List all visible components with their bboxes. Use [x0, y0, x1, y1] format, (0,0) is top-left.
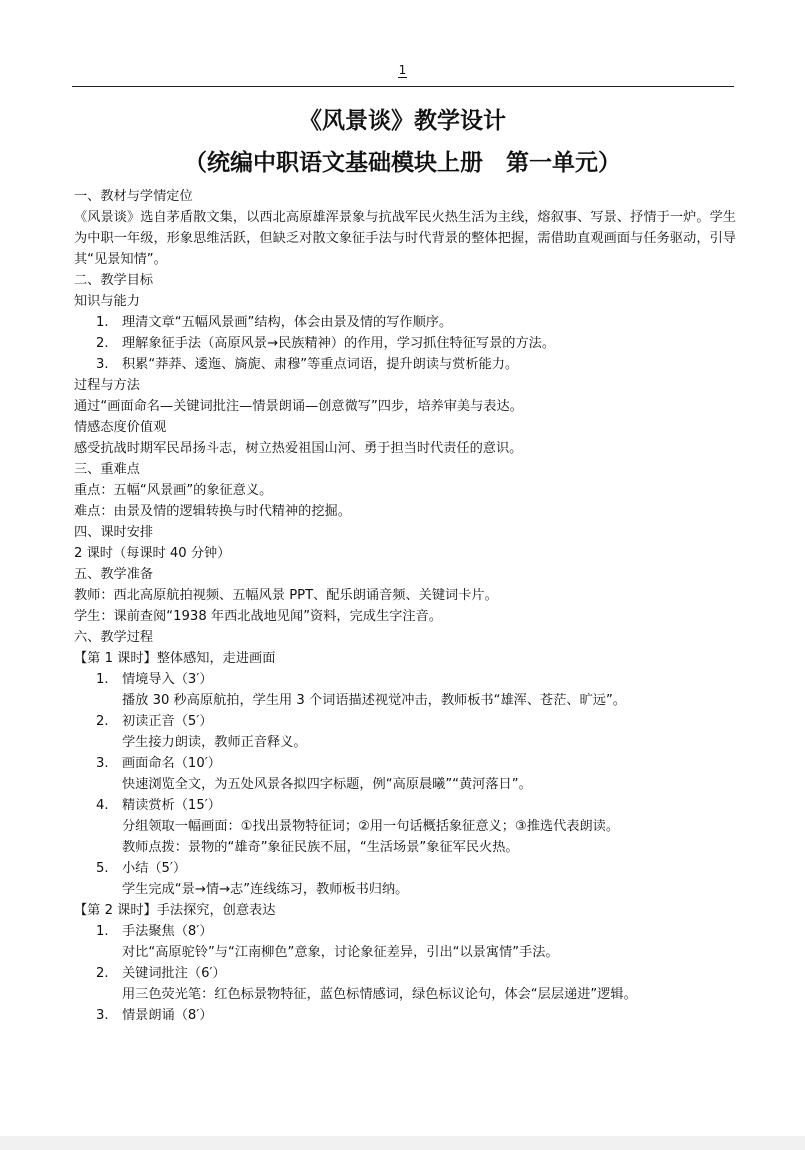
schedule-text: 2 课时（每课时 40 分钟）	[74, 546, 231, 561]
section-heading-1: 一、教材与学情定位	[74, 189, 193, 204]
section-heading-4: 四、课时安排	[74, 525, 154, 540]
emotion-heading: 情感态度价值观	[74, 420, 167, 435]
lesson-1-step-4-detail: 分组领取一幅画面：①找出景物特征词；②用一句话概括象征意义；③推选代表朗读。	[122, 819, 620, 834]
emotion-text: 感受抗战时期军民昂扬斗志，树立热爱祖国山河、勇于担当时代责任的意识。	[74, 441, 523, 456]
knowledge-heading: 知识与能力	[74, 294, 140, 309]
goal-item-2: 2. 理解象征手法（高原风景→民族精神）的作用，学习抓住特征写景的方法。	[96, 336, 556, 351]
lesson-1-step-2-detail: 学生接力朗读，教师正音释义。	[122, 735, 307, 750]
section-heading-5: 五、教学准备	[74, 567, 154, 582]
section-heading-3: 三、重难点	[74, 462, 140, 477]
section-heading-2: 二、教学目标	[74, 273, 154, 288]
key-point: 重点：五幅“风景画”的象征意义。	[74, 483, 273, 498]
lesson-1-heading: 【第 1 课时】整体感知，走进画面	[74, 651, 276, 666]
goal-item-3: 3. 积累“莽莽、逶迤、旖旎、肃穆”等重点词语，提升朗读与赏析能力。	[96, 357, 519, 372]
lesson-2-step-2-detail: 用三色荧光笔：红色标景物特征，蓝色标情感词，绿色标议论句，体会“层层递进”逻辑。	[122, 987, 637, 1002]
student-prep: 学生：课前查阅“1938 年西北战地见闻”资料，完成生字注音。	[74, 609, 442, 624]
teacher-prep: 教师：西北高原航拍视频、五幅风景 PPT、配乐朗诵音频、关键词卡片。	[74, 588, 498, 603]
lesson-2-step-2: 2. 关键词批注（6′）	[96, 966, 226, 981]
lesson-1-step-3-detail: 快速浏览全文，为五处风景各拟四字标题，例“高原晨曦”“黄河落日”。	[122, 777, 532, 792]
document-title: 《风景谈》教学设计	[299, 108, 506, 134]
lesson-1-step-1-detail: 播放 30 秒高原航拍，学生用 3 个词语描述视觉冲击，教师板书“雄浑、苍茫、旷远”。	[122, 693, 626, 708]
lesson-1-step-4: 4. 精读赏析（15′）	[96, 798, 221, 813]
section-1-text: 《风景谈》选自茅盾散文集，以西北高原雄浑景象与抗战军民火热生活为主线，熔叙事、写景、抒情于一炉。学生为中职一年级，形象思维活跃，但缺乏对散文象征手法与时代背景的整体把握，需借助直观画面与任务驱动，引导其“见景知情”。	[74, 210, 736, 267]
difficult-point: 难点：由景及情的逻辑转换与时代精神的挖掘。	[74, 504, 351, 519]
document-subtitle: （统编中职语文基础模块上册 第一单元）	[184, 150, 621, 176]
document-body	[74, 186, 736, 1026]
lesson-1-step-5-detail: 学生完成“景→情→志”连线练习，教师板书归纳。	[122, 882, 409, 897]
section-heading-6: 六、教学过程	[74, 630, 154, 645]
lesson-2-step-1: 1. 手法聚焦（8′）	[96, 924, 213, 939]
lesson-1-step-3: 3. 画面命名（10′）	[96, 756, 221, 771]
lesson-2-step-3: 3. 情景朗诵（8′）	[96, 1008, 213, 1023]
process-heading: 过程与方法	[74, 378, 140, 393]
lesson-1-step-4-detail: 教师点拨：景物的“雄奇”象征民族不屈，“生活场景”象征军民火热。	[122, 840, 519, 855]
lesson-1-step-2: 2. 初读正音（5′）	[96, 714, 213, 729]
goal-item-1: 1. 理清文章“五幅风景画”结构，体会由景及情的写作顺序。	[96, 315, 453, 330]
header-rule	[72, 86, 734, 87]
page-number: 1	[398, 63, 407, 77]
process-text: 通过“画面命名—关键词批注—情景朗诵—创意微写”四步，培养审美与表达。	[74, 399, 523, 414]
lesson-1-step-1: 1. 情境导入（3′）	[96, 672, 213, 687]
lesson-2-heading: 【第 2 课时】手法探究，创意表达	[74, 903, 276, 918]
lesson-1-step-5: 5. 小结（5′）	[96, 861, 187, 876]
lesson-2-step-1-detail: 对比“高原驼铃”与“江南柳色”意象，讨论象征差异，引出“以景寓情”手法。	[122, 945, 559, 960]
